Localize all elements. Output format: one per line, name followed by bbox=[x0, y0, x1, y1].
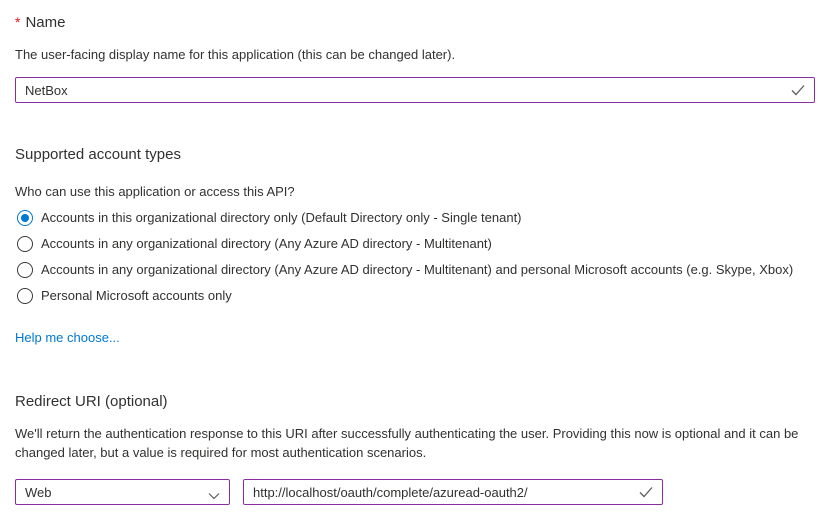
redirect-uri-input[interactable] bbox=[244, 480, 662, 504]
name-input-container bbox=[15, 77, 815, 103]
redirect-uri-input-container bbox=[243, 479, 663, 505]
required-asterisk: * bbox=[15, 14, 21, 30]
redirect-uri-controls bbox=[15, 479, 815, 505]
radio-button[interactable] bbox=[17, 210, 33, 226]
account-type-option-single-tenant[interactable] bbox=[15, 205, 815, 231]
account-type-option-personal-only[interactable] bbox=[15, 283, 815, 309]
account-type-option-label: Accounts in this organizational directory only (Default Directory only - Single tenant) bbox=[41, 210, 522, 225]
account-types-section-title: Supported account types bbox=[15, 146, 181, 163]
account-types-question: Who can use this application or access this API? bbox=[15, 184, 295, 199]
radio-button[interactable] bbox=[17, 262, 33, 278]
account-type-option-multitenant[interactable] bbox=[15, 231, 815, 257]
name-section-title-text: Name bbox=[25, 14, 66, 31]
account-type-option-label: Accounts in any organizational directory (Any Azure AD directory - Multitenant) and personal Microsoft accounts (e.g. Skype, Xbox) bbox=[41, 262, 794, 277]
name-input[interactable] bbox=[16, 78, 814, 102]
redirect-uri-description: We'll return the authentication response to this URI after successfully authenticating the user. Providing this now is optional and it can be changed later, but a value is required for most authentication scenarios. bbox=[15, 426, 799, 460]
account-type-option-label: Personal Microsoft accounts only bbox=[41, 288, 232, 303]
redirect-uri-section-title: Redirect URI (optional) bbox=[15, 393, 168, 410]
help-me-choose-link[interactable]: Help me choose... bbox=[15, 330, 120, 345]
radio-button[interactable] bbox=[17, 288, 33, 304]
radio-dot bbox=[21, 214, 29, 222]
account-type-option-label: Accounts in any organizational directory (Any Azure AD directory - Multitenant) bbox=[41, 236, 492, 251]
name-section-description: The user-facing display name for this application (this can be changed later). bbox=[15, 47, 456, 62]
radio-button[interactable] bbox=[17, 236, 33, 252]
chevron-down-icon bbox=[208, 488, 220, 496]
platform-select[interactable] bbox=[15, 479, 230, 505]
account-types-radio-group bbox=[15, 205, 815, 309]
platform-select-value: Web bbox=[25, 484, 52, 500]
name-section-title bbox=[15, 12, 815, 33]
account-type-option-multitenant-personal[interactable] bbox=[15, 257, 815, 283]
